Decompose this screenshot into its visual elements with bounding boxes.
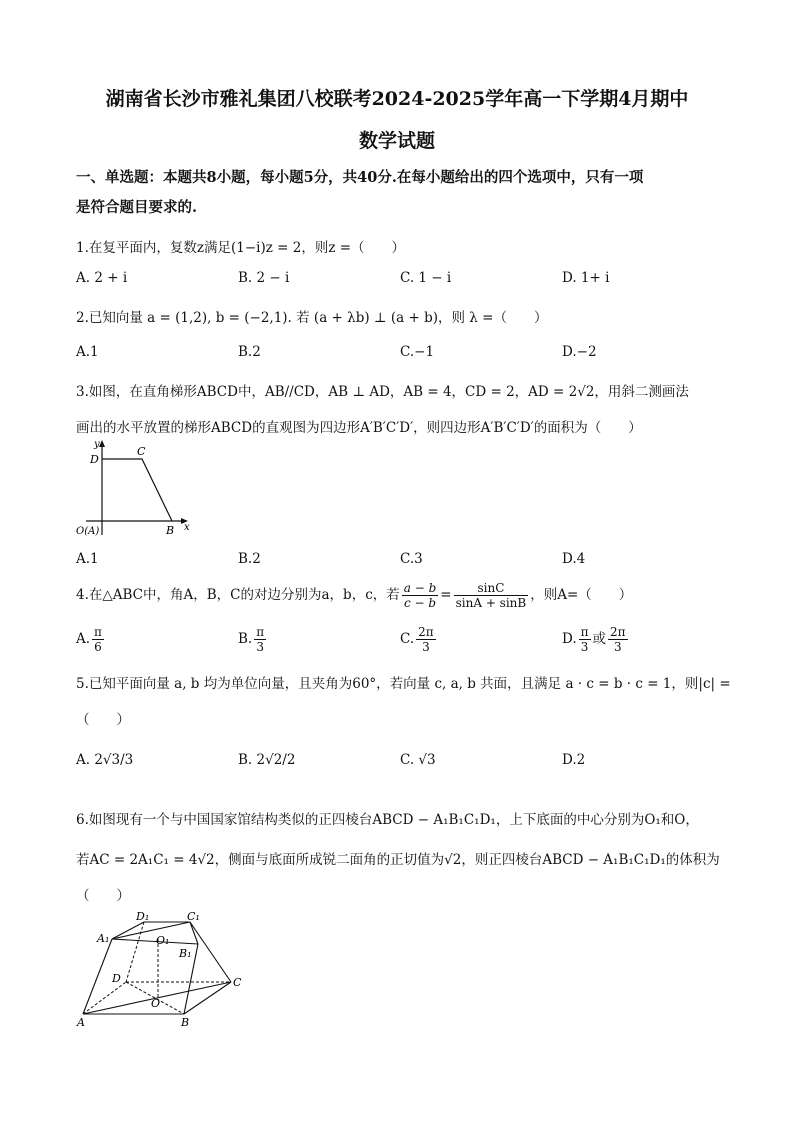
q1-option-b: B. 2 − i [238,270,290,286]
page-subtitle: 数学试题 [358,130,435,152]
label-o-a: O(A) [76,526,100,537]
question-1-stem: 1.在复平面内，复数z满足(1−i)z = 2，则z =（ ） [76,240,406,256]
q5-option-d: D.2 [562,752,586,768]
q4-option-d: D. $\frac{\pi}{3}$ 或 $\frac{2\pi}{3}$ [562,625,626,654]
label-d: D [112,972,121,985]
label-d1: D₁ [136,910,150,923]
q2-option-d: D.−2 [562,344,597,360]
trapezoid-edges [102,459,172,521]
label-c1: C₁ [187,910,200,923]
q4-option-c: C. $\frac{2\pi}{3}$ [400,625,434,654]
question-6-paren: （ ） [76,888,130,904]
q2-option-c: C.−1 [400,344,435,360]
q4-option-a: A. $\frac{\pi}{6}$ [76,625,102,654]
page-title: 湖南省长沙市雅礼集团八校联考2024-2025学年高一下学期4月期中 [105,88,689,110]
q3-option-c: C.3 [400,551,423,567]
q6-frustum-figure [74,910,254,1030]
q3-trapezoid-figure [74,438,194,538]
label-o: O [151,997,161,1010]
question-4-stem: 4.在△ABC中，角A，B，C的对边分别为a，b，c，若 $\frac{a - b}{c - b}$ = $\frac{\sin C}{\sin A + \sin B}$ ，则A=（ ） [76,581,633,610]
label-x: x [184,522,190,533]
q4-stem-after: ，则A=（ ） [530,587,633,603]
question-6-line1: 6.如图现有一个与中国国家馆结构类似的正四棱台ABCD − A₁B₁C₁D₁，上下底面的中心分别为O₁和O， [76,812,699,828]
question-5-stem: 5.已知平面向量 a, b 均为单位向量，且夹角为60°，若向量 c, a, b 共面，且满足 a · c = b · c = 1，则|c| = [76,676,731,692]
q3-option-a: A.1 [76,551,99,567]
label-b: B [181,1016,190,1029]
q4-fraction-right: $\frac{\sin C}{\sin A + \sin B}$ [455,581,527,610]
question-6-line2: 若AC = 2A₁C₁ = 4√2，侧面与底面所成锐二面角的正切值为√2，则正四棱台ABCD − A₁B₁C₁D₁的体积为 [76,852,720,868]
label-b: B [166,524,175,537]
section-header-line2: 是符合题目要求的. [76,199,198,216]
label-c: C [233,976,242,989]
q2-option-b: B.2 [238,344,261,360]
q2-option-a: A.1 [76,344,99,360]
q4-stem-before: 4.在△ABC中，角A，B，C的对边分别为a，b，c，若 [76,587,400,603]
question-5-paren: （ ） [76,712,130,728]
label-o1: O₁ [156,934,170,947]
q4-option-b: B. $\frac{\pi}{3}$ [238,625,265,654]
label-a1: A₁ [97,932,110,945]
label-a: A [77,1016,85,1029]
question-2-stem: 2.已知向量 a = (1,2), b = (−2,1). 若 (a + λb) ⊥ (a + b)，则 λ =（ ） [76,310,548,326]
label-c: C [137,445,146,458]
q5-option-b: B. 2√2/2 [238,752,296,768]
q5-option-a: A. 2√3/3 [76,752,134,768]
q1-option-a: A. 2 + i [76,270,128,286]
question-3-line2: 画出的水平放置的梯形ABCD的直观图为四边形A′B′C′D′，则四边形A′B′C′D′的面积为（ ） [76,420,642,436]
q5-option-c: C. √3 [400,752,436,768]
y-axis-arrow [99,440,105,447]
label-y: y [94,439,100,450]
question-3-line1: 3.如图，在直角梯形ABCD中，AB//CD，AB ⊥ AD，AB = 4，CD = 2，AD = 2√2，用斜二测画法 [76,384,689,400]
label-b1: B₁ [179,947,192,960]
q3-option-b: B.2 [238,551,261,567]
label-d: D [90,453,99,466]
q4-fraction-left: $\frac{a - b}{c - b}$ [403,581,437,610]
q1-option-d: D. 1+ i [562,270,610,286]
q1-option-c: C. 1 − i [400,270,452,286]
section-header-line1: 一、单选题：本题共8小题，每小题5分，共40分.在每小题给出的四个选项中，只有一项 [76,169,644,186]
q3-option-d: D.4 [562,551,586,567]
